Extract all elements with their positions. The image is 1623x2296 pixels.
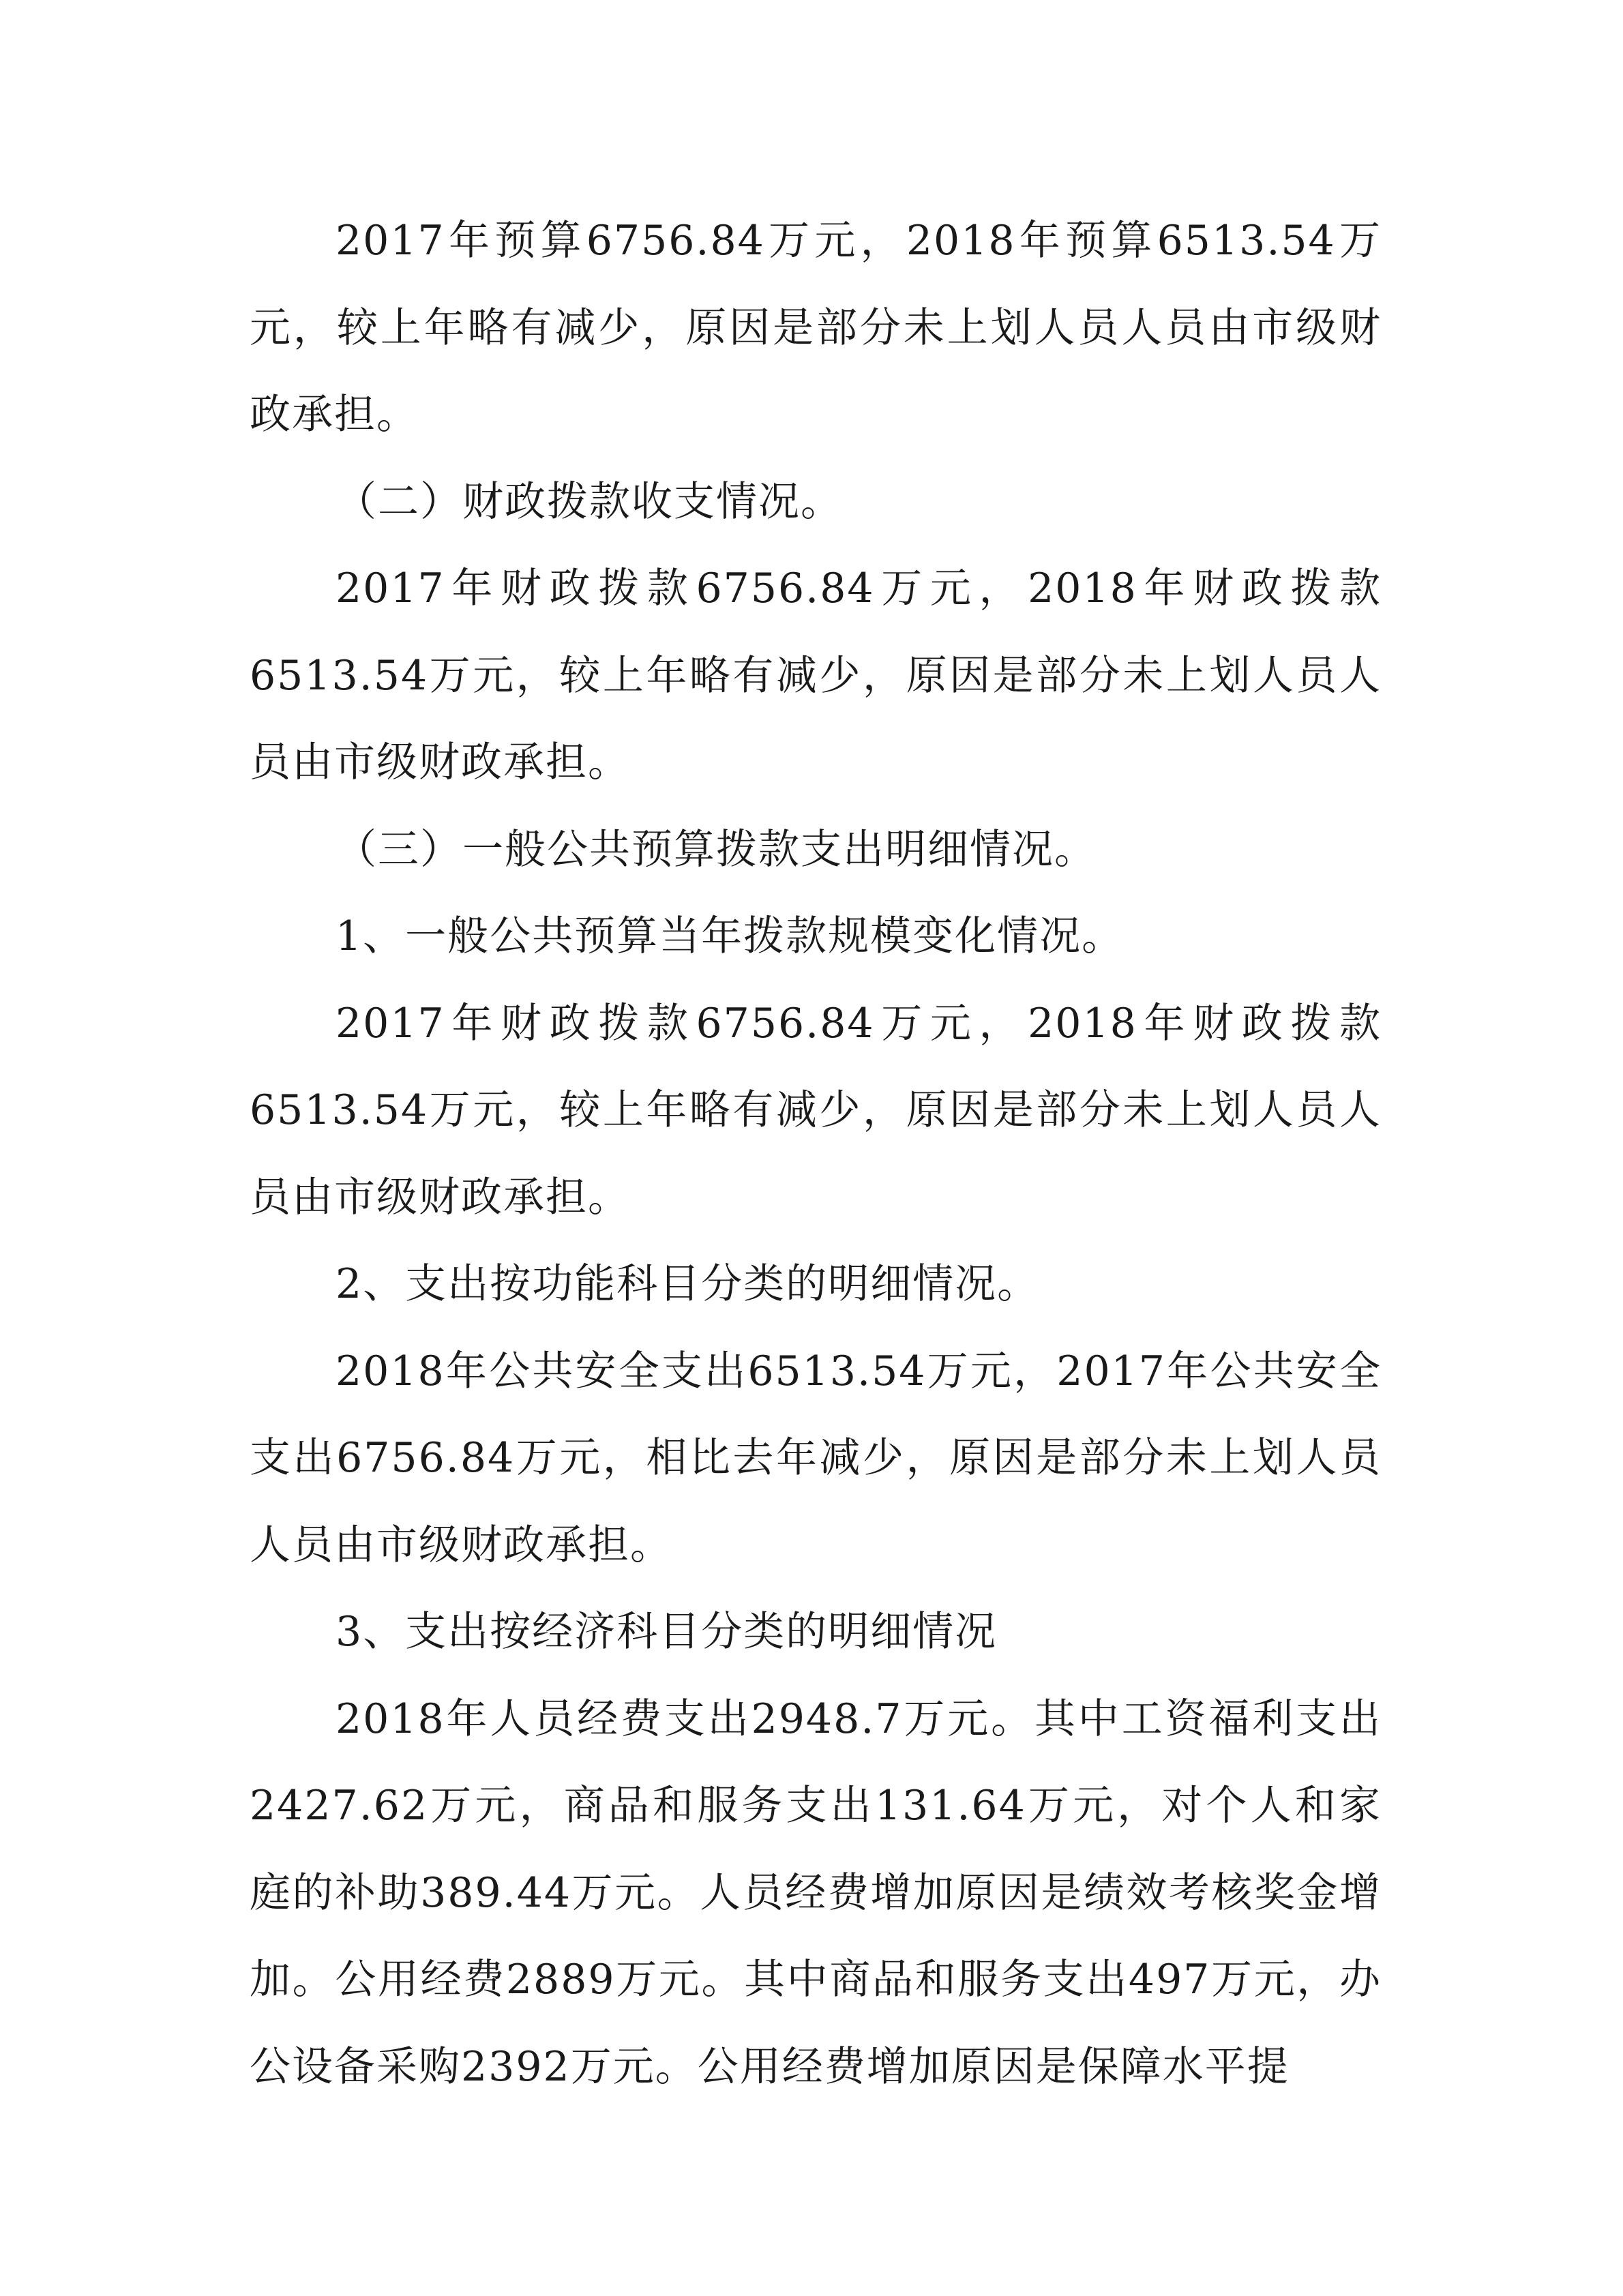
section-heading-general-budget-details: （三）一般公共预算拨款支出明细情况。	[336, 825, 1097, 874]
subheading-appropriation-scale: 1、一般公共预算当年拨款规模变化情况。	[336, 912, 1125, 960]
paragraph-public-security-expenditure: 2018年公共安全支出6513.54万元，2017年公共安全支出6756.84万元，相比去年减少，原因是部分未上划人员人员由市级财政承担。	[250, 1347, 1382, 1569]
document-body	[250, 198, 1382, 2111]
paragraph-fiscal-appropriation: 2017年财政拨款6756.84万元，2018年财政拨款6513.54万元，较上年略有减少，原因是部分未上划人员人员由市级财政承担。	[250, 565, 1382, 786]
section-heading-fiscal-appropriation: （二）财政拨款收支情况。	[336, 477, 843, 526]
paragraph-appropriation-scale: 2017年财政拨款6756.84万元，2018年财政拨款6513.54万元，较上年略有减少，原因是部分未上划人员人员由市级财政承担。	[250, 999, 1382, 1221]
paragraph-personnel-and-public-expenses: 2018年人员经费支出2948.7万元。其中工资福利支出2427.62万元，商品和服务支出131.64万元，对个人和家庭的补助389.44万元。人员经费增加原因是绩效考核奖金增加。公用经费2889万元。其中商品和服务支出497万元，办公设备采购2392万元。公用经费增加原因是保障水平提	[250, 1695, 1382, 2091]
subheading-economic-classification: 3、支出按经济科目分类的明细情况	[336, 1608, 998, 1656]
paragraph-budget-summary: 2017年预算6756.84万元，2018年预算6513.54万元，较上年略有减少，原因是部分未上划人员人员由市级财政承担。	[250, 217, 1382, 438]
subheading-functional-classification: 2、支出按功能科目分类的明细情况。	[336, 1260, 1040, 1308]
